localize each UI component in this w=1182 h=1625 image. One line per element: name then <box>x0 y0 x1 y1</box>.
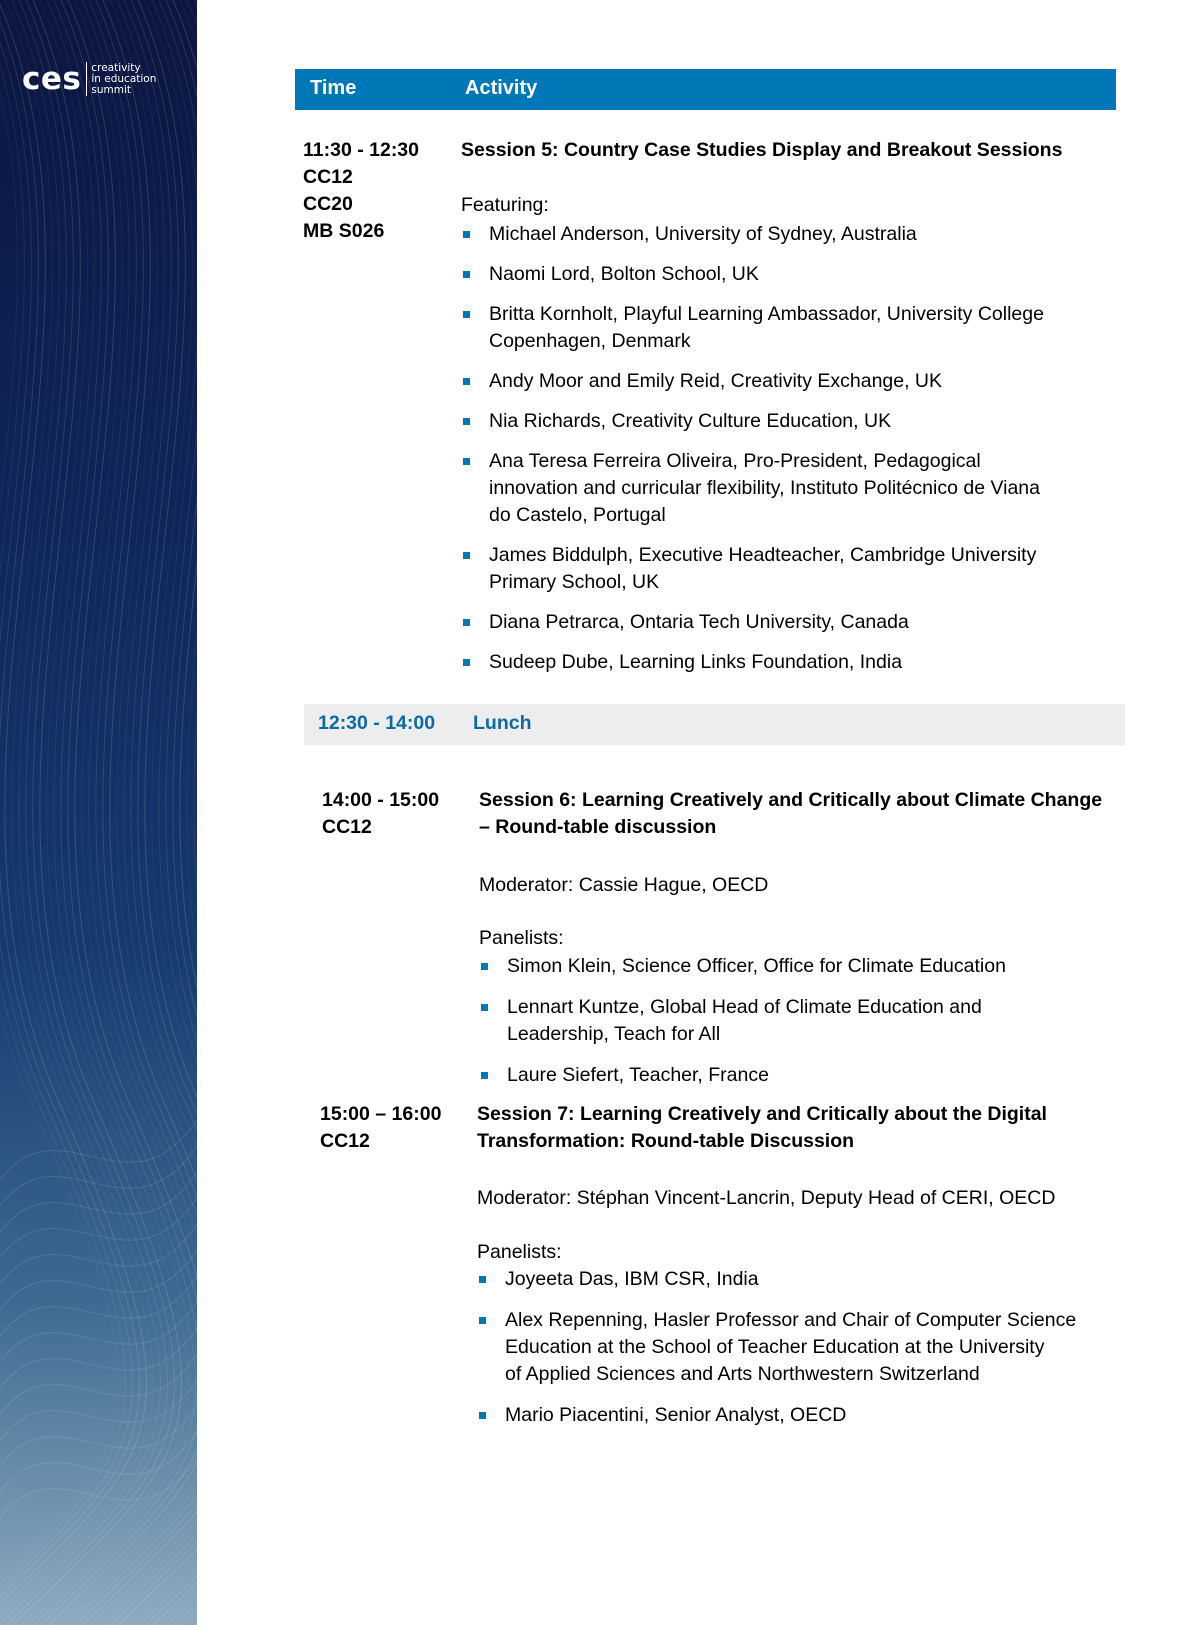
list-item-line: James Biddulph, Executive Headteacher, Cambridge University <box>489 544 1037 566</box>
session-room: CC12 <box>303 166 353 188</box>
logo-mark: ces <box>22 60 82 97</box>
list-item-line: Lennart Kuntze, Global Head of Climate Education and <box>507 996 982 1018</box>
list-item-line: innovation and curricular flexibility, Instituto Politécnico de Viana <box>489 477 1040 499</box>
list-item-line: Copenhagen, Denmark <box>489 330 691 352</box>
logo-text <box>91 63 156 96</box>
list-item-line: Joyeeta Das, IBM CSR, India <box>505 1268 759 1290</box>
session7-title-line: Session 7: Learning Creatively and Critically about the Digital <box>477 1103 1047 1125</box>
session7-time-block <box>320 1101 441 1155</box>
featuring-label: Featuring: <box>461 194 549 216</box>
session-room: CC20 <box>303 193 353 215</box>
list-item-line: Alex Repenning, Hasler Professor and Chair of Computer Science <box>505 1309 1077 1331</box>
session6-panelist-list <box>479 953 1006 1089</box>
list-item <box>479 994 1006 1048</box>
list-item-line: Simon Klein, Science Officer, Office for Climate Education <box>507 955 1006 977</box>
list-item <box>479 1062 1006 1089</box>
logo-line: in education <box>91 72 157 85</box>
list-item <box>461 301 1044 355</box>
session7-panelists-label: Panelists: <box>477 1241 562 1263</box>
list-item <box>461 649 1044 676</box>
ces-logo <box>22 62 156 96</box>
column-header-activity: Activity <box>465 77 538 99</box>
session5-title: Session 5: Country Case Studies Display and Breakout Sessions <box>461 139 1063 161</box>
list-item <box>479 953 1006 980</box>
session-room: CC12 <box>320 1130 370 1152</box>
session7-panelist-list <box>477 1266 1076 1429</box>
column-header-time: Time <box>310 77 357 99</box>
list-item-line: Diana Petrarca, Ontaria Tech University, Canada <box>489 611 909 633</box>
session5-time-block <box>303 137 419 245</box>
list-item <box>461 542 1044 596</box>
list-item-line: Naomi Lord, Bolton School, UK <box>489 263 759 285</box>
session-time: 14:00 - 15:00 <box>322 789 440 811</box>
wave-line <box>153 0 197 1625</box>
list-item <box>461 448 1044 529</box>
list-item-line: Michael Anderson, University of Sydney, Australia <box>489 223 917 245</box>
list-item <box>461 261 1044 288</box>
lunch-label: Lunch <box>473 712 532 734</box>
lunch-time: 12:30 - 14:00 <box>318 712 436 734</box>
list-item-line: do Castelo, Portugal <box>489 504 666 526</box>
wave-line <box>0 0 167 1625</box>
list-item-line: Sudeep Dube, Learning Links Foundation, India <box>489 651 903 673</box>
list-item <box>477 1402 1076 1429</box>
list-item <box>477 1266 1076 1293</box>
session7-moderator: Moderator: Stéphan Vincent-Lancrin, Deputy Head of CERI, OECD <box>477 1187 1056 1209</box>
session-room: MB S026 <box>303 220 385 242</box>
wave-line <box>55 0 197 1625</box>
logo-line: summit <box>91 83 131 96</box>
list-item-line: Britta Kornholt, Playful Learning Ambassador, University College <box>489 303 1044 325</box>
wave-pattern <box>0 0 197 1625</box>
list-item-line: Nia Richards, Creativity Culture Education, UK <box>489 410 892 432</box>
list-item <box>461 408 1044 435</box>
list-item-line: Primary School, UK <box>489 571 660 593</box>
list-item-line: Andy Moor and Emily Reid, Creativity Exchange, UK <box>489 370 943 392</box>
logo-line: creativity <box>91 61 141 74</box>
list-item <box>477 1307 1076 1388</box>
session-time: 11:30 - 12:30 <box>303 139 420 161</box>
list-item <box>461 221 1044 248</box>
session-room: CC12 <box>322 816 372 838</box>
decorative-sidebar <box>0 0 197 1625</box>
session6-title-line: – Round-table discussion <box>479 816 717 838</box>
session5-participant-list <box>461 221 1044 676</box>
list-item-line: Leadership, Teach for All <box>507 1023 721 1045</box>
wave-line <box>97 0 197 1625</box>
logo-divider <box>86 62 87 96</box>
session7-title-line: Transformation: Round-table Discussion <box>477 1130 855 1152</box>
list-item-line: Education at the School of Teacher Education at the University <box>505 1336 1045 1358</box>
list-item-line: of Applied Sciences and Arts Northwestern Switzerland <box>505 1363 980 1385</box>
session6-time-block <box>322 787 439 841</box>
list-item-line: Ana Teresa Ferreira Oliveira, Pro-President, Pedagogical <box>489 450 981 472</box>
list-item-line: Laure Siefert, Teacher, France <box>507 1064 769 1086</box>
lunch-row <box>304 704 1125 745</box>
wave-line <box>41 0 197 1625</box>
session-time: 15:00 – 16:00 <box>320 1103 442 1125</box>
list-item-line: Mario Piacentini, Senior Analyst, OECD <box>505 1404 847 1426</box>
session6-moderator: Moderator: Cassie Hague, OECD <box>479 874 769 896</box>
session6-title-line: Session 6: Learning Creatively and Critically about Climate Change <box>479 789 1103 811</box>
list-item <box>461 609 1044 636</box>
list-item <box>461 368 1044 395</box>
wave-line <box>181 0 197 1625</box>
table-header <box>295 69 1116 110</box>
session6-panelists-label: Panelists: <box>479 927 564 949</box>
